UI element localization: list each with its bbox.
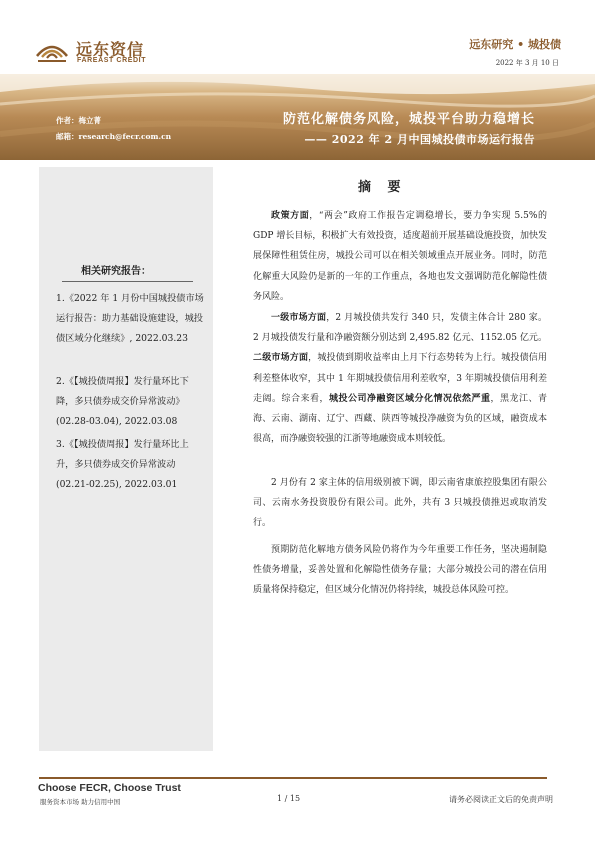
regional-divergence-highlight: 城投公司净融资区域分化情况依然严重 <box>329 393 491 404</box>
disclaimer-note: 请务必阅读正文后的免责声明 <box>449 795 553 804</box>
report-title: 防范化解债务风险，城投平台助力稳增长 <box>282 112 535 127</box>
outlook-text: 预期防范化解地方债务风险仍将作为今年重要工作任务，坚决遏制隐性债务增量，妥善处置和化解隐性债务存量；大部分城投公司的潜在信用质量将保持稳定，但区域分化情况仍将持续，城投总体风险可控。 <box>253 545 547 596</box>
author: 作者：梅立菁 <box>56 116 101 125</box>
report-date: 2022 年 3 月 10 日 <box>495 59 559 67</box>
policy-heading: 政策方面 <box>271 211 310 221</box>
related-report-item[interactable]: 2.《【城投债周报】发行量环比下降，多只债券成交价异常波动》(02.28-03.04), 2022.03.08 <box>56 376 189 427</box>
summary-paragraph-policy <box>253 206 547 307</box>
summary-paragraph-ratings <box>253 473 547 534</box>
brand-name-cn: 远东资信 <box>76 40 145 59</box>
summary-title: 摘 要 <box>358 180 407 195</box>
secondary-market-text: ，城投债到期收益率由上月下行态势转为上行。城投债信用利差整体收窄，其中 1 年期城投债信用利差收窄，3 年期城投债信用利差走阔。综合来看， <box>253 353 547 404</box>
report-subtitle: —— 2022 年 2 月中国城投债市场运行报告 <box>304 133 535 146</box>
report-series: 远东研究 • 城投债 <box>469 38 561 51</box>
related-reports-title: 相关研究报告： <box>81 266 151 277</box>
related-report-item[interactable]: 1.《2022 年 1 月份中国城投债市场运行报告：助力基础设施建设，城投债区域分化继续》, 2022.03.23 <box>56 293 204 344</box>
footer-divider <box>39 777 547 779</box>
summary-paragraph-market <box>253 308 547 449</box>
regional-divergence-text: ，黑龙江、青海、云南、湖南、辽宁、西藏、陕西等城投净融资为负的区域，融资成本很高，而净融资较强的江浙等地融资成本则较低。 <box>253 393 547 445</box>
footer-slogan: Choose FECR, Choose Trust <box>38 782 181 794</box>
fareast-credit-logo-icon <box>34 36 70 64</box>
ratings-text: 2 月份有 2 家主体的信用级别被下调，即云南省康旅控股集团有限公司、云南水务投资股份有限公司。此外，共有 3 只城投债推迟或取消发行。 <box>253 478 547 529</box>
secondary-market-heading: 二级市场方面 <box>253 353 309 364</box>
related-report-item[interactable]: 3.《【城投债周报】发行量环比上升，多只债券成交价异常波动 (02.21-02.25), 2022.03.01 <box>56 439 189 490</box>
page-number: 1 / 15 <box>277 794 301 803</box>
summary-paragraph-outlook <box>253 540 547 601</box>
primary-market-heading: 一级市场方面 <box>271 313 327 323</box>
email: 邮箱：research@fecr.com.cn <box>56 132 172 141</box>
related-reports-divider <box>62 281 193 282</box>
policy-text: ，“两会”政府工作报告定调稳增长，要力争实现 5.5%的 GDP 增长目标，积极扩大有效投资，适度超前开展基础设施投资，加快发展保障性租赁住房，城投公司可以在相关领域重点开展业务。同时，防范化解重大风险仍是新的一年的工作重点，各地也发文强调防范化解隐性债务风险。 <box>253 211 547 302</box>
footer-slogan-cn: 服务资本市场 助力信用中国 <box>40 798 121 806</box>
primary-market-text: ，2 月城投债共发行 340 只，发债主体合计 280 家。2 月城投债发行量和净融资额分别达到 2,495.82 亿元、1152.05 亿元。 <box>253 313 547 344</box>
brand-name-en: FAREAST CREDIT <box>77 57 147 64</box>
